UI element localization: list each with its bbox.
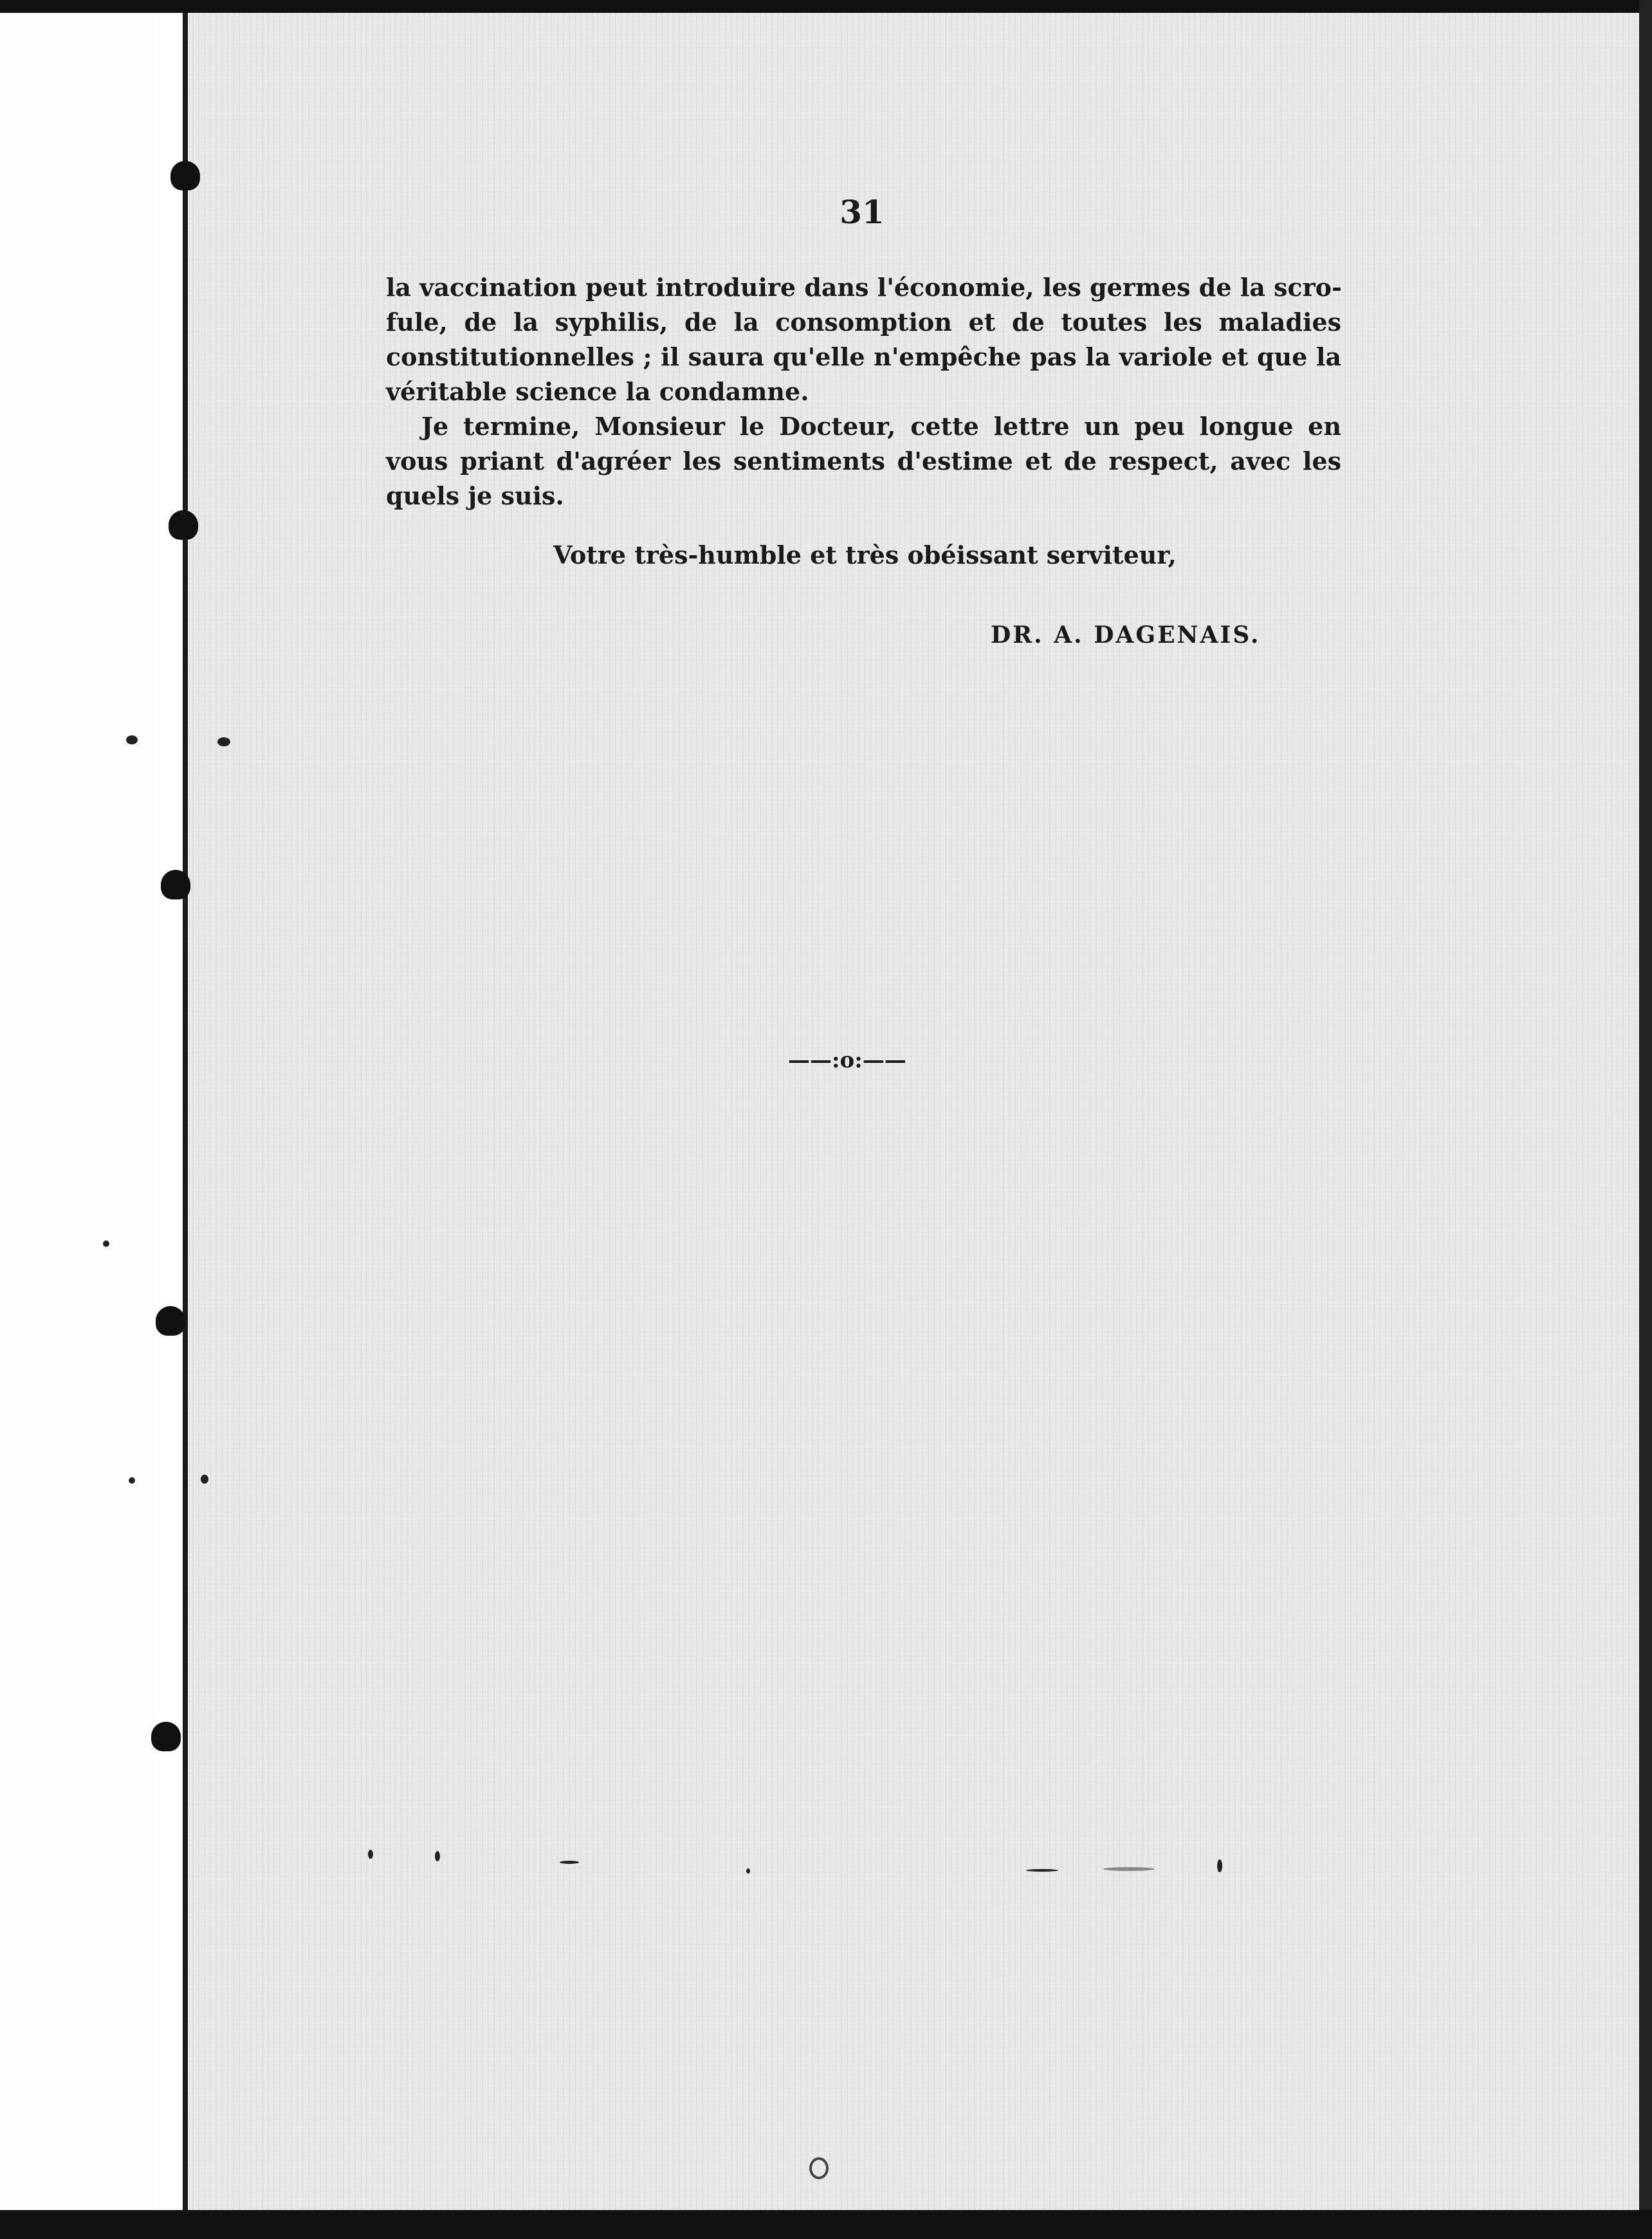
letter-closing: Votre très-humble et très obéissant serviteur, (553, 540, 1177, 569)
binding-thread (183, 13, 188, 2210)
speck (103, 1240, 109, 1247)
speck (368, 1850, 373, 1859)
text-line: véritable science la condamne. (386, 377, 809, 406)
binding-stitch (169, 510, 198, 540)
binding-stitch (170, 161, 200, 190)
speck (201, 1475, 208, 1484)
signature: DR. A. DAGENAIS. (991, 622, 1261, 649)
speck (746, 1868, 750, 1874)
punch-hole (809, 2157, 829, 2179)
text-line: Je termine, Monsieur le Docteur, cette lettre un peu longue en (421, 412, 1341, 441)
binding-stitch (151, 1722, 181, 1751)
binding-stitch (161, 870, 190, 899)
scan-border-bottom (0, 2210, 1652, 2239)
speck (560, 1861, 579, 1864)
text-line: vous priant d'agréer les sentiments d'estime et de respect, avec les (386, 447, 1341, 475)
text-line: constitutionnelles ; il saura qu'elle n'empêche pas la variole et que la (386, 342, 1341, 371)
speck (126, 735, 138, 744)
speck (1026, 1869, 1058, 1872)
speck (435, 1851, 440, 1861)
paragraph-2 (386, 409, 1341, 513)
text-line: fule, de la syphilis, de la consomption et de toutes les maladies (386, 308, 1341, 336)
scan-border-right (1639, 0, 1652, 2239)
speck (129, 1477, 135, 1484)
page-number: 31 (840, 193, 885, 231)
binding-stitch (156, 1306, 185, 1336)
paragraph-1 (386, 270, 1341, 409)
body-text (386, 270, 1341, 513)
speck (217, 737, 230, 746)
book-gutter (0, 13, 154, 2210)
scan-border-top (0, 0, 1652, 13)
speck (1217, 1859, 1222, 1872)
speck (1103, 1867, 1155, 1871)
text-line: la vaccination peut introduire dans l'économie, les germes de la scro- (386, 273, 1342, 302)
section-ornament: ——:o:—— (788, 1047, 906, 1073)
text-line: quels je suis. (386, 481, 564, 510)
